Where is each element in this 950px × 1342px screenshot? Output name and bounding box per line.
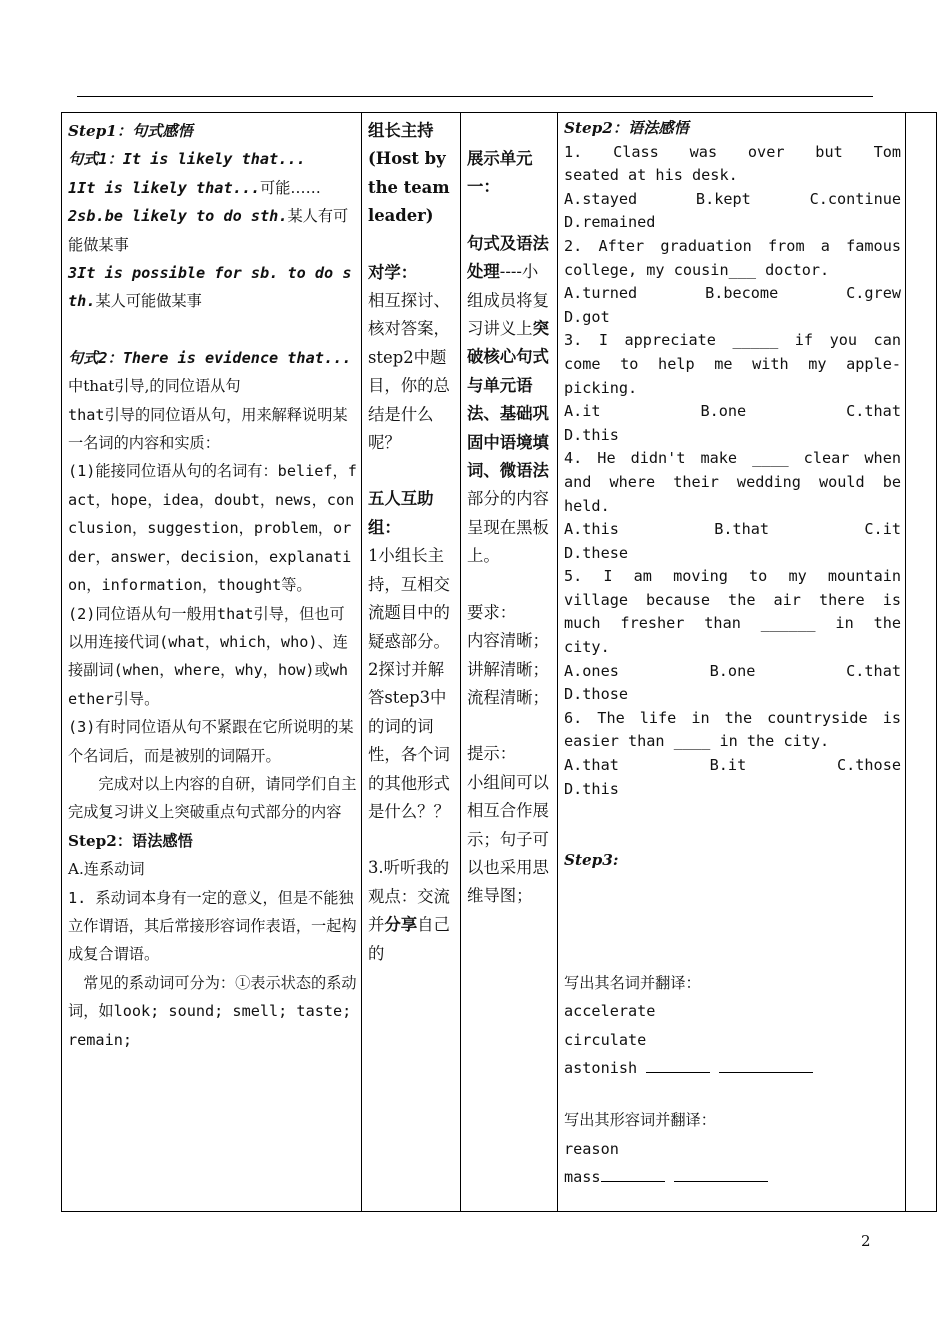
q2-line2: college, my cousin___ doctor.: [564, 260, 830, 279]
linking-verb-types: 常见的系动词可分为：①表示状态的系动词，如look; sound; smell; taste; remain;: [68, 973, 357, 1049]
q6-option-d: D.this: [564, 779, 619, 798]
noun-task-title: 写出其名词并翻译：: [564, 973, 701, 992]
step2-heading-right: Step2：语法感悟: [564, 119, 689, 137]
word-accelerate: accelerate: [564, 1002, 656, 1021]
word-circulate: circulate: [564, 1030, 647, 1049]
requirement-1: 内容清晰；: [467, 631, 549, 651]
q5-line4: city.: [564, 638, 610, 657]
duixue-label: 对学：: [368, 262, 418, 282]
q2-options: A.turned B.become C.grew: [564, 284, 901, 303]
presentation-task: 句式及语法处理----小组成员将复习讲义上突破核心句式与单元语法、基础巩固中语境填词、微语法部分的内容呈现在黑板上。: [467, 233, 549, 566]
self-study-column: [62, 113, 362, 1212]
word-mass-row: mass: [564, 1163, 901, 1191]
linking-verb-definition: 1. 系动词本身有一定的意义，但是不能独立作谓语，其后常接形容词作表语，一起构成复合谓语。: [68, 888, 357, 964]
duixue-text: 相互探讨、核对答案，step2中题目，你的总结是什么呢？: [368, 291, 450, 453]
step1-heading: Step1：句式感悟: [68, 122, 193, 140]
q5-option-d: D.those: [564, 685, 629, 704]
q3-option-d: D.this: [564, 425, 619, 444]
margin-column: [906, 113, 937, 1212]
q1-options: A.stayed B.kept C.continue: [564, 189, 901, 208]
group-item-1: 1小组长主持，互相交流题目中的疑惑部分。: [368, 546, 450, 651]
hint-text: 小组间可以相互合作展示；句子可以也采用思维导图；: [467, 772, 549, 906]
q1-option-d: D.remained: [564, 213, 656, 232]
header-rule: [77, 96, 873, 97]
step3-heading: Step3:: [564, 851, 619, 870]
requirement-2: 讲解清晰；: [467, 659, 549, 679]
q3-line1: 3. I appreciate _____ if you can: [564, 331, 901, 350]
section-a-heading: A.连系动词: [68, 860, 145, 879]
host-label: 组长主持(Host by the team leader): [368, 121, 450, 226]
pattern1-line3: 3It is possible for sb. to do sth.某人可能做某事: [68, 264, 352, 311]
q1-line2: seated at his desk.: [564, 166, 738, 185]
self-study-instruction: 完成对以上内容的自研，请同学们自主完成复习讲义上突破重点句式部分的内容: [68, 774, 357, 822]
requirements-label: 要求：: [467, 602, 517, 622]
pattern1-line2: 2sb.be likely to do sth.某人有可能做某事: [68, 207, 349, 254]
q5-line2: village because the air there is: [564, 590, 901, 609]
q5-line3: much fresher than ______ in the: [564, 614, 901, 633]
q6-line1: 6. The life in the countryside is: [564, 708, 901, 727]
lesson-table: [61, 112, 937, 1212]
presentation-title: 展示单元一：: [467, 149, 533, 197]
appositive-separation: (3)有时同位语从句不紧跟在它所说明的某个名词后，而是被别的词隔开。: [68, 718, 354, 765]
answer-blank[interactable]: [646, 1072, 710, 1073]
hint-label: 提示：: [467, 744, 517, 764]
answer-blank[interactable]: [719, 1072, 813, 1073]
q3-options: A.it B.one C.that: [564, 402, 901, 421]
pattern1-heading: 句式1：It is likely that...: [68, 150, 306, 169]
q3-line3: picking.: [564, 378, 638, 397]
pattern2-heading: 句式2：There is evidence that...中that引导,的同位语从句: [68, 348, 352, 396]
group-item-3: 3.听听我的观点：交流并分享自己的: [368, 858, 450, 963]
answer-blank[interactable]: [674, 1181, 768, 1182]
q6-options: A.that B.it C.those: [564, 756, 901, 775]
appositive-nouns: (1)能接同位语从句的名词有：belief，fact，hope，idea，doubt，news，conclusion，suggestion，problem，order，answer，decision，explanation，information，thought等。: [68, 462, 357, 595]
step2-heading-left: Step2：语法感悟: [68, 831, 193, 850]
requirement-3: 流程清晰；: [467, 687, 549, 707]
group-label: 五人互助组：: [368, 489, 434, 537]
word-reason: reason: [564, 1139, 619, 1158]
q3-line2: come to help me with my apple-: [564, 354, 901, 373]
page-number: 2: [861, 1232, 871, 1250]
q1-line1: 1. Class was over but Tom: [564, 142, 901, 161]
presentation-column: [461, 113, 558, 1212]
q4-option-d: D.these: [564, 543, 629, 562]
pair-study-column: [362, 113, 461, 1212]
adjective-task-title: 写出其形容词并翻译：: [564, 1111, 716, 1130]
group-item-2: 2探讨并解答step3中的词的词性，各个词的其他形式是什么？？: [368, 659, 450, 821]
q4-options: A.this B.that C.it: [564, 520, 901, 539]
q6-line2: easier than ____ in the city.: [564, 732, 830, 751]
answer-blank[interactable]: [601, 1181, 665, 1182]
q4-line3: held.: [564, 496, 610, 515]
pattern1-line1: 1It is likely that...可能……: [68, 178, 321, 197]
word-astonish-row: astonish: [564, 1054, 901, 1082]
appositive-intro: that引导的同位语从句，用来解释说明某一名词的内容和实质：: [68, 405, 348, 453]
q5-line1: 5. I am moving to my mountain: [564, 567, 901, 586]
q4-line2: and where their wedding would be: [564, 472, 901, 491]
q2-line1: 2. After graduation from a famous: [564, 236, 901, 255]
exercise-column: [558, 113, 906, 1212]
q5-options: A.ones B.one C.that: [564, 661, 901, 680]
appositive-connectors: (2)同位语从句一般用that引导，但也可以用连接代词(what，which，who)、连接副词(when，where，why，how)或whether引导。: [68, 604, 349, 708]
q4-line1: 4. He didn't make ____ clear when: [564, 449, 901, 468]
q2-option-d: D.got: [564, 307, 610, 326]
